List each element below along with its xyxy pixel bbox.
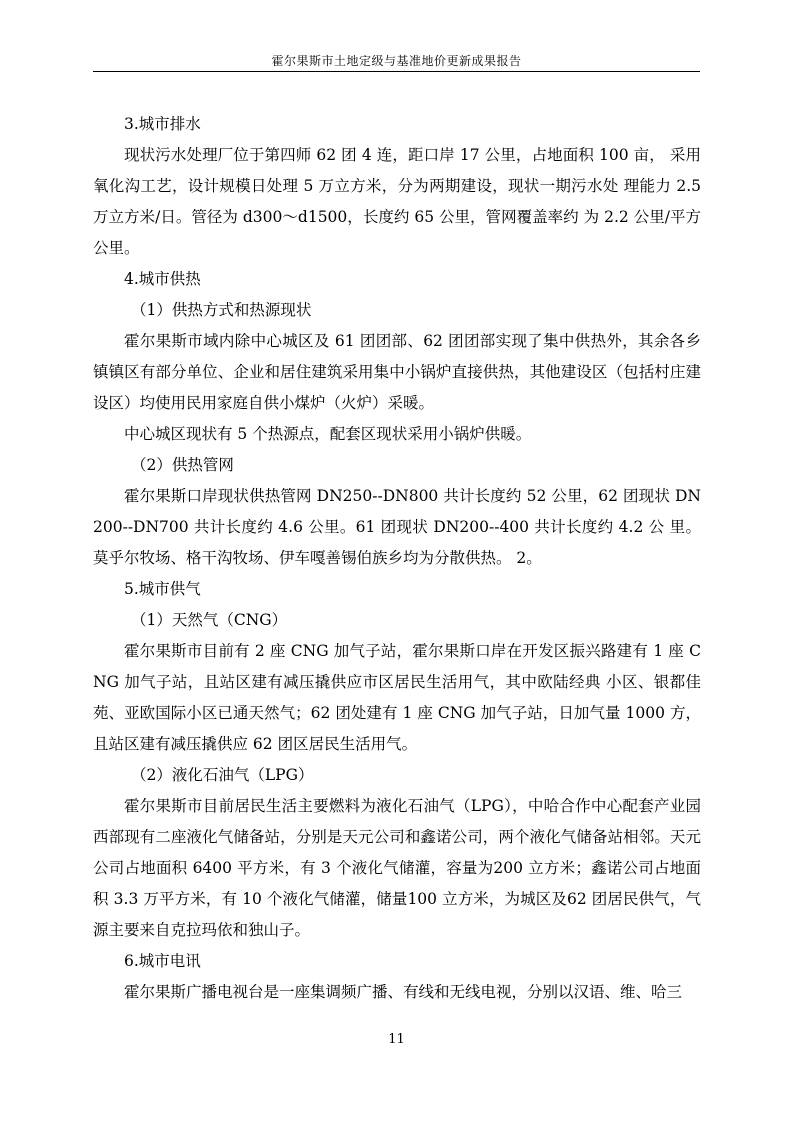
paragraph-heating-source: 霍尔果斯市域内除中心城区及 61 团团部、62 团团部实现了集中供热外，其余各乡镇镇区有部分单位、企业和居住建筑采用集中小锅炉直接供热，其他建设区（包括村庄建设区）均使用民用家庭自供小煤炉（火炉）采暖。 [93, 332, 701, 412]
paragraph-lpg: 霍尔果斯市目前居民生活主要燃料为液化石油气（LPG），中哈合作中心配套产业园西部现有二座液化气储备站，分别是天元公司和鑫诺公司，两个液化气储备站相邻。天元公司占地面积 6400 平方米，有 3 个液化气储灌，容量为200 立方米；鑫诺公司占地面积 3.3 万平方米，有 10 个液化气储灌，储量100 立方米，为城区及62 团居民供气，气源主要来自克拉玛依和独山子。 [93, 797, 701, 939]
section-heading-telecom: 6.城市电讯 [124, 952, 201, 970]
subheading-heating-source: （1）供热方式和热源现状 [131, 301, 312, 319]
paragraph-natural-gas: 霍尔果斯市目前有 2 座 CNG 加气子站，霍尔果斯口岸在开发区振兴路建有 1 座 CNG 加气子站，且站区建有减压撬供应市区居民生活用气，其中欧陆经典 小区、银都佳苑、亚欧国际小区已通天然气；62 团处建有 1 座 CNG 加气子站，日加气量 1000 方，且站区建有减压撬供应 62 团区居民生活用气。 [93, 642, 701, 753]
running-header: 霍尔果斯市土地定级与基准地价更新成果报告 [271, 54, 522, 68]
paragraph-heating-points: 中心城区现状有 5 个热源点，配套区现状采用小锅炉供暖。 [124, 425, 532, 443]
section-heading-drainage: 3.城市排水 [124, 115, 201, 133]
subheading-natural-gas: （1）天然气（CNG） [131, 611, 288, 629]
section-heading-gas: 5.城市供气 [124, 580, 201, 598]
paragraph-heating-network: 霍尔果斯口岸现状供热管网 DN250--DN800 共计长度约 52 公里，62 团现状 DN200--DN700 共计长度约 4.6 公里。61 团现状 DN200--400 共计长度约 4.2 公 里。莫乎尔牧场、格干沟牧场、伊车嘎善锡伯族乡均为分散供热。 2。 [93, 487, 701, 567]
header-rule [93, 71, 700, 72]
page-number: 11 [388, 1032, 405, 1047]
paragraph-telecom: 霍尔果斯广播电视台是一座集调频广播、有线和无线电视，分别以汉语、维、哈三 [124, 983, 683, 1001]
paragraph-drainage: 现状污水处理厂位于第四师 62 团 4 连，距口岸 17 公里，占地面积 100 亩， 采用氧化沟工艺，设计规模日处理 5 万立方米，分为两期建设，现状一期污水处 理能力 2.5 万立方米/日。管径为 d300～d1500，长度约 65 公里，管网覆盖率约 为 2.2 公里/平方公里。 [93, 146, 701, 257]
section-heading-heating: 4.城市供热 [124, 270, 201, 288]
subheading-heating-network: （2）供热管网 [131, 456, 234, 474]
subheading-lpg: （2）液化石油气（LPG） [131, 766, 314, 784]
body-text [93, 109, 701, 1008]
